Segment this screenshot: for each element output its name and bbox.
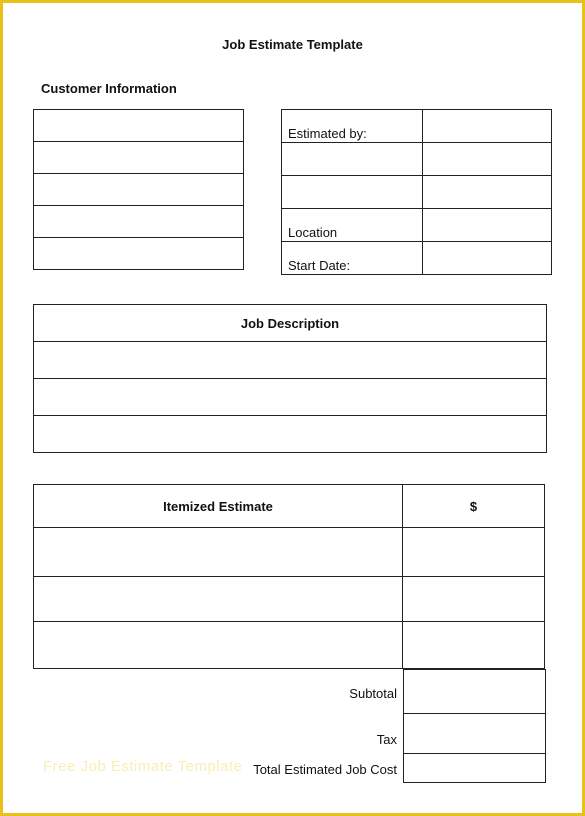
table-row: [34, 622, 545, 669]
amount-header: $: [403, 485, 545, 528]
customer-row: [34, 174, 244, 206]
tax-label: Tax: [376, 732, 397, 747]
job-description-table: [33, 304, 547, 453]
item-cell[interactable]: [34, 622, 403, 669]
job-description-row: [34, 379, 547, 416]
table-row: [34, 528, 545, 577]
customer-row: [34, 206, 244, 238]
amount-cell[interactable]: [403, 577, 545, 622]
job-description-header: Job Description: [34, 305, 547, 342]
estimate-info-row: [282, 242, 552, 275]
estimate-info-row: [282, 209, 552, 242]
info-label: [282, 176, 423, 209]
customer-info-table: [33, 109, 244, 270]
total-estimated-job-cost-label: Total Estimated Job Cost: [253, 762, 397, 777]
job-description-field[interactable]: [34, 379, 547, 416]
estimate-info-table: [281, 109, 552, 275]
tax-value[interactable]: [404, 714, 546, 754]
total-value[interactable]: [404, 754, 546, 783]
info-value[interactable]: [423, 176, 552, 209]
item-cell[interactable]: [34, 528, 403, 577]
subtotal-value[interactable]: [404, 670, 546, 714]
amount-cell[interactable]: [403, 622, 545, 669]
customer-row: [34, 142, 244, 174]
info-label: [282, 143, 423, 176]
location-label: Location: [282, 209, 423, 242]
location-value[interactable]: [423, 209, 552, 242]
page-title: Job Estimate Template: [222, 37, 363, 52]
info-value[interactable]: [423, 143, 552, 176]
customer-field[interactable]: [34, 142, 244, 174]
customer-field[interactable]: [34, 174, 244, 206]
estimate-info-row: [282, 176, 552, 209]
table-row: [34, 577, 545, 622]
customer-section-label: Customer Information: [41, 81, 177, 96]
job-description-row: [34, 416, 547, 453]
customer-field[interactable]: [34, 206, 244, 238]
customer-field[interactable]: [34, 110, 244, 142]
estimate-info-row: [282, 143, 552, 176]
job-description-row: [34, 342, 547, 379]
start-date-label: Start Date:: [282, 242, 423, 275]
estimate-info-row: [282, 110, 552, 143]
itemized-estimate-table: [33, 484, 545, 669]
subtotal-label: Subtotal: [349, 686, 397, 701]
customer-row: [34, 110, 244, 142]
job-description-field[interactable]: [34, 416, 547, 453]
customer-field[interactable]: [34, 238, 244, 270]
amount-cell[interactable]: [403, 528, 545, 577]
estimated-by-label: Estimated by:: [282, 110, 423, 143]
totals-values-table: [403, 669, 546, 783]
job-description-field[interactable]: [34, 342, 547, 379]
start-date-value[interactable]: [423, 242, 552, 275]
itemized-estimate-header: Itemized Estimate: [34, 485, 403, 528]
item-cell[interactable]: [34, 577, 403, 622]
customer-row: [34, 238, 244, 270]
estimated-by-value[interactable]: [423, 110, 552, 143]
watermark: Free Job Estimate Template: [43, 758, 243, 775]
